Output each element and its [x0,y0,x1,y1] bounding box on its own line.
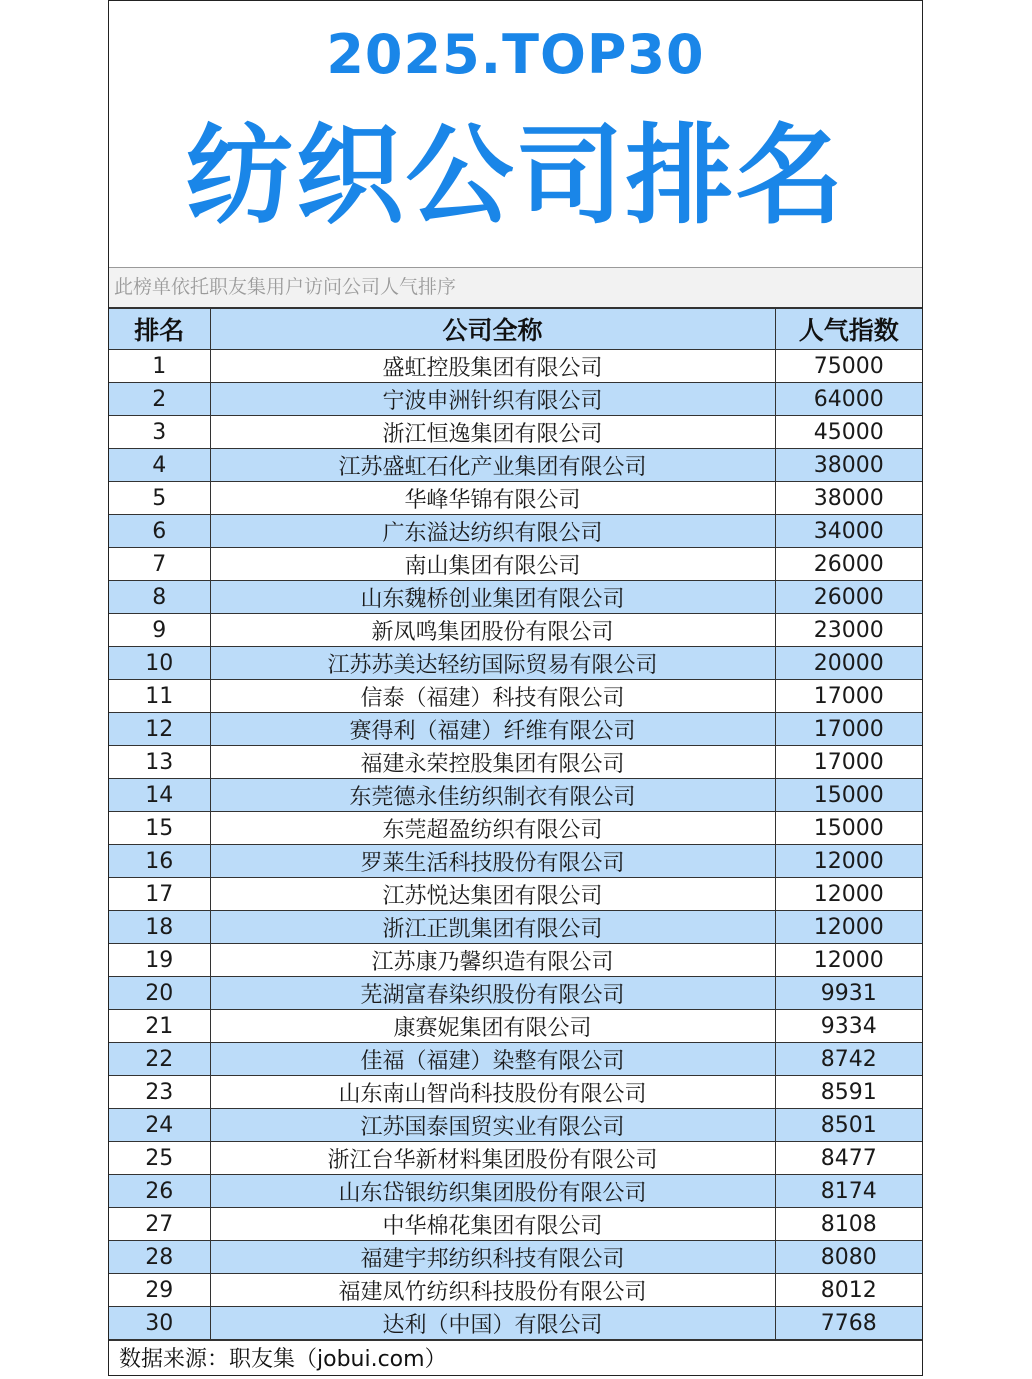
table-row [109,614,922,647]
rank-cell: 26 [109,1175,210,1208]
company-cell: 江苏苏美达轻纺国际贸易有限公司 [210,647,775,680]
table-row [109,944,922,977]
table-row [109,1241,922,1274]
table-body [109,350,922,1340]
table-row [109,1208,922,1241]
table-row [109,1274,922,1307]
company-cell: 江苏悦达集团有限公司 [210,878,775,911]
company-cell: 东莞德永佳纺织制衣有限公司 [210,779,775,812]
company-cell: 福建宇邦纺织科技有限公司 [210,1241,775,1274]
rank-cell: 24 [109,1109,210,1142]
company-cell: 浙江台华新材料集团股份有限公司 [210,1142,775,1175]
rank-cell: 22 [109,1043,210,1076]
score-cell: 20000 [775,647,922,680]
company-cell: 福建凤竹纺织科技股份有限公司 [210,1274,775,1307]
rank-cell: 20 [109,977,210,1010]
company-cell: 中华棉花集团有限公司 [210,1208,775,1241]
rank-cell: 27 [109,1208,210,1241]
score-cell: 26000 [775,581,922,614]
company-cell: 浙江正凯集团有限公司 [210,911,775,944]
rank-cell: 23 [109,1076,210,1109]
score-cell: 75000 [775,350,922,383]
score-cell: 7768 [775,1307,922,1340]
rank-cell: 7 [109,548,210,581]
table-row [109,878,922,911]
score-cell: 8477 [775,1142,922,1175]
table-row [109,779,922,812]
rank-cell: 17 [109,878,210,911]
rank-cell: 6 [109,515,210,548]
company-cell: 江苏康乃馨织造有限公司 [210,944,775,977]
rank-cell: 5 [109,482,210,515]
rank-cell: 25 [109,1142,210,1175]
score-cell: 12000 [775,878,922,911]
score-cell: 9334 [775,1010,922,1043]
rank-cell: 12 [109,713,210,746]
rank-cell: 19 [109,944,210,977]
rank-cell: 4 [109,449,210,482]
score-cell: 8108 [775,1208,922,1241]
company-cell: 山东魏桥创业集团有限公司 [210,581,775,614]
table-row [109,383,922,416]
score-cell: 23000 [775,614,922,647]
table-row [109,680,922,713]
score-cell: 17000 [775,746,922,779]
table-row [109,581,922,614]
company-cell: 浙江恒逸集团有限公司 [210,416,775,449]
ranking-table [109,308,922,1340]
table-row [109,1010,922,1043]
score-cell: 38000 [775,449,922,482]
rank-cell: 9 [109,614,210,647]
score-cell: 17000 [775,713,922,746]
rank-cell: 21 [109,1010,210,1043]
table-row [109,1076,922,1109]
page-title: 纺织公司排名 [185,114,846,239]
score-cell: 8742 [775,1043,922,1076]
table-row [109,977,922,1010]
company-cell: 新凤鸣集团股份有限公司 [210,614,775,647]
company-cell: 康赛妮集团有限公司 [210,1010,775,1043]
table-row [109,1175,922,1208]
table-row [109,1109,922,1142]
table-row [109,449,922,482]
score-cell: 8080 [775,1241,922,1274]
company-cell: 华峰华锦有限公司 [210,482,775,515]
table-row [109,416,922,449]
company-cell: 南山集团有限公司 [210,548,775,581]
rank-cell: 30 [109,1307,210,1340]
company-cell: 江苏盛虹石化产业集团有限公司 [210,449,775,482]
table-row [109,911,922,944]
rank-cell: 8 [109,581,210,614]
company-cell: 东莞超盈纺织有限公司 [210,812,775,845]
score-cell: 8591 [775,1076,922,1109]
table-row [109,515,922,548]
table-row [109,746,922,779]
score-cell: 38000 [775,482,922,515]
score-cell: 45000 [775,416,922,449]
company-cell: 罗莱生活科技股份有限公司 [210,845,775,878]
rank-cell: 2 [109,383,210,416]
score-cell: 17000 [775,680,922,713]
company-cell: 山东南山智尚科技股份有限公司 [210,1076,775,1109]
rank-cell: 1 [109,350,210,383]
company-cell: 江苏国泰国贸实业有限公司 [210,1109,775,1142]
company-cell: 盛虹控股集团有限公司 [210,350,775,383]
column-header-score: 人气指数 [775,309,922,350]
ranking-note: 此榜单依托职友集用户访问公司人气排序 [109,268,922,308]
score-cell: 34000 [775,515,922,548]
company-cell: 赛得利（福建）纤维有限公司 [210,713,775,746]
ranking-sheet [108,0,923,1376]
data-source-note: 数据来源：职友集（jobui.com） [109,1340,922,1379]
table-row [109,713,922,746]
rank-cell: 29 [109,1274,210,1307]
rank-cell: 13 [109,746,210,779]
rank-cell: 14 [109,779,210,812]
company-cell: 信泰（福建）科技有限公司 [210,680,775,713]
table-row [109,647,922,680]
column-header-rank: 排名 [109,309,210,350]
rank-cell: 10 [109,647,210,680]
score-cell: 15000 [775,779,922,812]
table-row [109,812,922,845]
rank-cell: 15 [109,812,210,845]
score-cell: 9931 [775,977,922,1010]
score-cell: 8501 [775,1109,922,1142]
score-cell: 26000 [775,548,922,581]
score-cell: 15000 [775,812,922,845]
score-cell: 12000 [775,944,922,977]
column-header-company: 公司全称 [210,309,775,350]
company-cell: 山东岱银纺织集团股份有限公司 [210,1175,775,1208]
table-row [109,1043,922,1076]
table-row [109,1142,922,1175]
score-cell: 64000 [775,383,922,416]
company-cell: 佳福（福建）染整有限公司 [210,1043,775,1076]
company-cell: 芜湖富春染织股份有限公司 [210,977,775,1010]
rank-cell: 3 [109,416,210,449]
company-cell: 宁波申洲针织有限公司 [210,383,775,416]
score-cell: 8012 [775,1274,922,1307]
table-row [109,845,922,878]
title-year: 2025.TOP30 [326,23,705,86]
company-cell: 福建永荣控股集团有限公司 [210,746,775,779]
score-cell: 12000 [775,845,922,878]
table-row [109,1307,922,1340]
company-cell: 达利（中国）有限公司 [210,1307,775,1340]
table-row [109,482,922,515]
company-cell: 广东溢达纺织有限公司 [210,515,775,548]
rank-cell: 18 [109,911,210,944]
table-row [109,350,922,383]
rank-cell: 16 [109,845,210,878]
score-cell: 12000 [775,911,922,944]
table-row [109,548,922,581]
score-cell: 8174 [775,1175,922,1208]
table-header-row [109,309,922,350]
rank-cell: 11 [109,680,210,713]
rank-cell: 28 [109,1241,210,1274]
title-block [109,1,922,268]
